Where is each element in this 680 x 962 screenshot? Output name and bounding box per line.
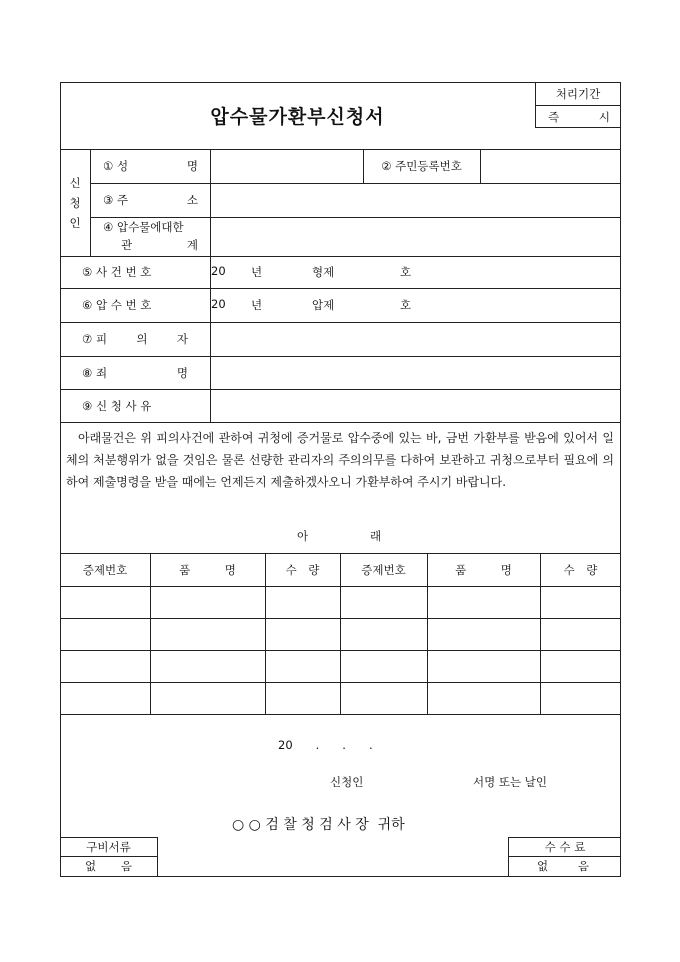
address-label	[103, 183, 198, 217]
text: 신	[69, 175, 81, 190]
text: 음	[577, 859, 589, 873]
applicant-group-label	[60, 149, 90, 256]
reason-field[interactable]	[211, 390, 620, 421]
relation-label	[103, 218, 198, 256]
text: 청	[69, 195, 81, 210]
text: 죄	[95, 365, 108, 380]
text: 관	[121, 238, 133, 252]
header-item-name-2: 품 명	[455, 562, 512, 577]
header-item-name: 품 명	[179, 562, 236, 577]
text: ⑦	[82, 332, 93, 346]
text: 의	[136, 332, 148, 346]
documents-label: 구비서류	[86, 840, 131, 854]
text: 20	[211, 264, 226, 278]
text: ③	[103, 193, 114, 207]
fee-value	[537, 858, 589, 874]
rrn-field[interactable]	[481, 150, 620, 182]
fee-label: 수 수 료	[544, 840, 586, 854]
text: ⑧	[82, 365, 93, 380]
text: 형제	[312, 265, 335, 279]
text: 음	[120, 859, 132, 873]
documents-value	[85, 858, 132, 874]
seizure-number-field[interactable]	[211, 289, 620, 321]
text: 압제	[312, 298, 335, 312]
address-field[interactable]	[211, 184, 620, 216]
text: 자	[176, 332, 188, 346]
header-evidence-no: 증제번호	[82, 562, 128, 577]
suspect-label	[82, 322, 188, 356]
text: 20	[211, 297, 226, 311]
suspect-field[interactable]	[211, 323, 620, 355]
text: 소	[186, 193, 198, 207]
text: 즉	[548, 109, 560, 124]
applicant-sign-label: 신청인	[330, 775, 364, 789]
header-quantity-2: 수 량	[563, 562, 598, 577]
text: 피	[95, 332, 108, 346]
text: 없	[537, 859, 549, 873]
crime-label	[82, 356, 188, 389]
text: 시	[598, 109, 610, 124]
text: 호	[400, 265, 412, 279]
text: 명	[176, 365, 188, 380]
text: 인	[69, 215, 81, 230]
processing-period-value	[548, 106, 610, 127]
text: 명	[186, 159, 198, 173]
text: 계	[186, 238, 198, 252]
processing-period-label: 처리기간	[555, 87, 601, 101]
name-label	[103, 149, 198, 183]
relation-field[interactable]	[211, 218, 620, 255]
header-evidence-no-2: 증제번호	[361, 562, 406, 577]
name-field[interactable]	[211, 150, 362, 182]
text: 년	[251, 265, 263, 279]
signature-label[interactable]: 서명 또는 날인	[473, 775, 547, 789]
text: 년	[251, 298, 263, 312]
text: 없	[85, 859, 97, 873]
date-field[interactable]: 20 . . .	[278, 738, 373, 752]
reason-label: ⑨ 신 청 사 유	[82, 398, 152, 413]
header-quantity: 수 량	[285, 562, 320, 577]
form-title: 압수물가환부신청서	[210, 106, 385, 128]
items-table-body[interactable]	[60, 586, 621, 714]
below-heading-a: 아	[297, 529, 309, 543]
text: ①	[103, 159, 114, 173]
case-number-label: ⑤ 사 건 번 호	[82, 265, 152, 279]
crime-field[interactable]	[211, 357, 620, 388]
text: 주	[116, 193, 129, 207]
text: 호	[400, 298, 412, 312]
case-number-field[interactable]	[211, 257, 620, 287]
seizure-number-label: ⑥ 압 수 번 호	[82, 298, 152, 312]
below-heading-b: 래	[370, 529, 382, 543]
text: 성	[116, 159, 129, 173]
request-paragraph: 아래물건은 위 피의사건에 관하여 귀청에 증거물로 압수중에 있는 바, 금번 가환부를 받음에 있어서 일체의 처분행위가 없을 것임은 물론 선량한 관리자의 주의의무를 다하여 보관하고 귀청으로부터 필요에 의하여 제출명령을 받을 때에는 언제든지 제출하겠사오니 가환부하여 주시기 바랍니다.	[66, 431, 614, 489]
rrn-label: ② 주민등록번호	[381, 159, 462, 173]
text: ④ 압수물에대한	[103, 220, 184, 234]
addressee: ○ ○ 검 찰 청 검 사 장 귀하	[232, 817, 405, 833]
